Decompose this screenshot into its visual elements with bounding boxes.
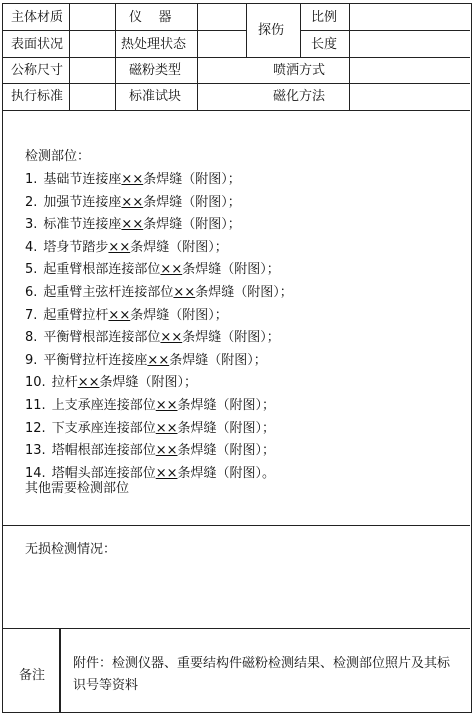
item-number: 4.	[25, 239, 38, 255]
inspection-item	[25, 326, 280, 345]
item-number: 2.	[25, 194, 38, 210]
label-instrument: 仪 器	[129, 10, 172, 25]
item-count-placeholder: ××	[121, 194, 144, 210]
inspection-item	[25, 417, 275, 436]
item-suffix: 条焊缝（附图）；	[182, 262, 280, 278]
ndt-status-title: 无损检测情况：	[25, 542, 117, 557]
item-number: 12.	[25, 420, 46, 436]
item-location: 标准节连接座	[43, 217, 122, 233]
item-location: 下支承座连接部位	[51, 420, 156, 436]
inspection-parts-section	[3, 110, 470, 528]
item-location: 塔帽头部连接部位	[51, 465, 156, 481]
label-surface-condition: 表面状况	[11, 37, 64, 52]
label-magnetization-method: 磁化方法	[273, 89, 326, 104]
label-magnetic-powder-type: 磁粉类型	[129, 63, 182, 78]
inspection-item	[25, 168, 241, 187]
item-count-placeholder: ××	[173, 285, 196, 300]
item-count-placeholder: ××	[160, 330, 183, 346]
inspection-title: 检测部位：	[25, 149, 91, 164]
item-suffix: 条焊缝（附图）。	[177, 465, 276, 481]
item-number: 8.	[25, 330, 38, 346]
notes-text: 附件：检测仪器、重要结构件磁粉检测结果、检测部位照片及其标识号等资料	[73, 656, 451, 693]
label-flaw-detection: 探伤	[258, 23, 285, 38]
label-nominal-size: 公称尺寸	[11, 63, 64, 78]
item-count-placeholder: ××	[121, 217, 144, 233]
item-number: 1.	[25, 172, 38, 187]
item-location: 平衡臂拉杆连接座	[43, 352, 148, 368]
item-count-placeholder: ××	[77, 375, 100, 391]
label-ratio: 比例	[311, 10, 338, 25]
item-count-placeholder: ××	[108, 239, 131, 255]
item-suffix: 条焊缝（附图）；	[130, 239, 228, 255]
item-number: 14.	[25, 465, 46, 481]
item-number: 6.	[25, 285, 38, 300]
inspection-item	[25, 394, 275, 413]
item-location: 起重臂根部连接部位	[43, 262, 161, 278]
item-location: 起重臂拉杆	[43, 307, 109, 323]
item-suffix: 条焊缝（附图）；	[177, 420, 276, 436]
item-number: 5.	[25, 262, 38, 278]
item-suffix: 条焊缝（附图）；	[143, 194, 241, 210]
item-count-placeholder: ××	[108, 307, 131, 323]
inspection-item	[25, 258, 280, 277]
item-count-placeholder: ××	[147, 352, 170, 368]
item-suffix: 条焊缝（附图）；	[182, 330, 280, 346]
item-suffix: 条焊缝（附图）；	[177, 398, 276, 413]
notes-divider	[59, 629, 61, 713]
notes-section	[3, 628, 470, 712]
label-heat-treatment: 热处理状态	[121, 37, 187, 52]
item-suffix: 条焊缝（附图）；	[169, 352, 267, 368]
item-number: 7.	[25, 307, 38, 323]
inspection-item	[25, 213, 241, 232]
item-count-placeholder: ××	[160, 262, 183, 278]
label-length: 长度	[311, 37, 338, 52]
item-location: 塔身节踏步	[43, 239, 109, 255]
inspection-item	[25, 304, 228, 323]
item-suffix: 条焊缝（附图）；	[143, 172, 241, 187]
label-main-material: 主体材质	[11, 10, 64, 25]
label-test-block: 标准试块	[129, 89, 182, 104]
form-header-grid	[3, 4, 470, 110]
ndt-status-section	[3, 525, 470, 631]
inspection-item	[25, 349, 267, 368]
inspection-item	[25, 191, 241, 210]
item-location: 平衡臂根部连接部位	[43, 330, 161, 346]
item-suffix: 条焊缝（附图）；	[143, 217, 241, 233]
item-suffix: 条焊缝（附图）；	[130, 307, 228, 323]
inspection-item	[25, 236, 228, 255]
item-number: 10.	[25, 375, 46, 391]
item-suffix: 条焊缝（附图）；	[99, 375, 198, 391]
item-number: 9.	[25, 352, 38, 368]
item-location: 加强节连接座	[43, 194, 122, 210]
item-count-placeholder: ××	[155, 443, 178, 459]
item-location: 起重臂主弦杆连接部位	[43, 285, 174, 300]
item-number: 13.	[25, 443, 46, 459]
item-location: 塔帽根部连接部位	[51, 443, 156, 459]
item-number: 11.	[25, 398, 46, 413]
item-count-placeholder: ××	[121, 172, 144, 187]
item-suffix: 条焊缝（附图）；	[177, 443, 276, 459]
label-spray-method: 喷洒方式	[273, 63, 326, 78]
item-count-placeholder: ××	[155, 465, 178, 481]
inspection-form	[2, 3, 472, 713]
item-location: 上支承座连接部位	[51, 398, 156, 413]
other-parts-label: 其他需要检测部位	[25, 481, 130, 496]
inspection-item	[25, 439, 275, 458]
item-count-placeholder: ××	[155, 398, 178, 413]
label-standard: 执行标准	[11, 89, 64, 104]
item-count-placeholder: ××	[155, 420, 178, 436]
inspection-item	[25, 371, 197, 390]
item-location: 拉杆	[51, 375, 78, 391]
notes-label: 备注	[19, 668, 46, 683]
item-location: 基础节连接座	[43, 172, 122, 187]
item-suffix: 条焊缝（附图）；	[195, 285, 293, 300]
item-number: 3.	[25, 217, 38, 233]
inspection-item	[25, 281, 293, 300]
